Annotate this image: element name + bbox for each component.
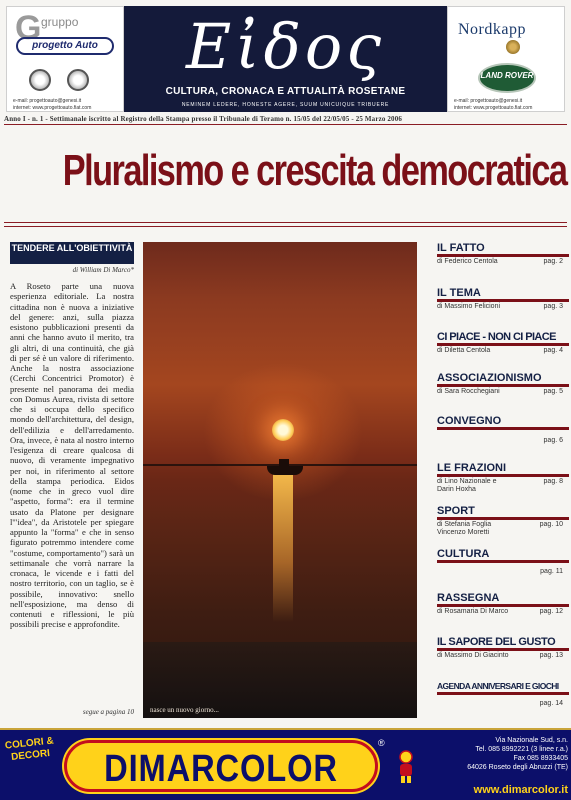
advert-address	[410, 736, 568, 772]
registered-mark: ®	[378, 738, 385, 748]
toc-section: IL SAPORE DEL GUSTO	[437, 636, 569, 651]
toc-section: CI PIACE - NON CI PIACE	[437, 331, 569, 346]
left-advert-email: e-mail: progettoauto@genesi.it	[13, 98, 82, 104]
toc-author: di Federico Centola	[437, 258, 498, 265]
toc-page: pag. 5	[543, 388, 563, 395]
toc-page: pag. 14	[539, 700, 563, 707]
left-advert-website: internet: www.progettoauto.fiat.com	[13, 105, 92, 111]
compass-icon	[506, 40, 520, 54]
right-advert-website: internet: www.progettoauto.fiat.com	[454, 105, 533, 111]
toc-item-il-sapore-del-gusto[interactable]	[437, 636, 569, 660]
right-advert-email: e-mail: progettoauto@genesi.it	[454, 98, 523, 104]
toc-author: di Massimo Di Giacinto	[437, 652, 509, 659]
toc-item-cultura[interactable]	[437, 548, 569, 575]
toc-page: pag. 12	[539, 608, 563, 615]
toc-author: di Lino Nazionale e Darin Hoxha	[437, 478, 497, 493]
toc-section: SPORT	[437, 505, 569, 520]
toc-page: pag. 10	[539, 521, 563, 528]
left-advert-group-word: gruppo	[41, 15, 79, 29]
toc-item-ci-piace[interactable]	[437, 331, 569, 355]
photo-caption: nasce un nuovo giorno...	[150, 706, 219, 714]
toc-item-rassegna[interactable]	[437, 592, 569, 616]
toc-section: CULTURA	[437, 548, 569, 563]
toc-page: pag. 3	[543, 303, 563, 310]
toc-item-sport[interactable]	[437, 505, 569, 536]
sun-reflection	[273, 472, 293, 622]
article-kicker: TENDERE ALL'OBIETTIVITÀ	[10, 242, 134, 264]
toc-section: CONVEGNO	[437, 415, 569, 430]
headline: Pluralismo e crescita democratica	[62, 146, 567, 195]
toc-page: pag. 11	[540, 568, 563, 575]
toc-section: LE FRAZIONI	[437, 462, 569, 477]
address-line: Tel. 085 8992221 (3 linee r.a.)	[475, 746, 568, 753]
toc-section: RASSEGNA	[437, 592, 569, 607]
headline-rule-2	[4, 226, 567, 227]
toc-author: di Massimo Felicioni	[437, 303, 501, 310]
address-line: 64026 Roseto degli Abruzzi (TE)	[467, 764, 568, 771]
toc-author: di Rosamaria Di Marco	[437, 608, 509, 615]
gruppo-logo-icon: G	[15, 9, 42, 47]
article-continued-link[interactable]: segue a pagina 10	[82, 708, 134, 716]
dimarcolor-brand: DIMARCOLOR	[104, 748, 338, 790]
toc-page: pag. 4	[543, 347, 563, 354]
headline-rule	[4, 222, 567, 223]
toc-section: ASSOCIAZIONISMO	[437, 372, 569, 387]
masthead-motto: NEMINEM LEDERE, HONESTE AGERE, SUUM UNICUIQUE TRIBUERE	[181, 102, 390, 108]
address-line: Fax 085 8933405	[513, 755, 568, 762]
masthead-subtitle: CULTURA, CRONACA E ATTUALITÀ ROSETANE	[165, 86, 406, 97]
toc-item-agenda[interactable]	[437, 680, 569, 707]
left-advert[interactable]	[6, 6, 124, 112]
dimarcolor-advert[interactable]	[0, 728, 571, 800]
masthead-title: Εἰδος	[186, 10, 385, 83]
boat-icon	[267, 466, 303, 475]
toc-item-convegno[interactable]	[437, 415, 569, 444]
toc-author: di Sara Rocchegiani	[437, 388, 500, 395]
advert-slogan: COLORI & DECORI	[4, 735, 55, 763]
toc-page: pag. 6	[543, 437, 563, 444]
left-advert-brand: progetto Auto	[16, 37, 114, 55]
fiat-badge-icon	[29, 69, 51, 91]
masthead	[124, 6, 447, 112]
toc-section: IL FATTO	[437, 242, 569, 257]
lancia-badge-icon	[67, 69, 89, 91]
toc-section: IL TEMA	[437, 287, 569, 302]
toc-author: di Stefania Foglia Vincenzo Moretti	[437, 521, 492, 536]
toc-item-associazionismo[interactable]	[437, 372, 569, 396]
land-rover-badge: LAND ROVER	[478, 63, 536, 93]
article-body: A Roseto parte una nuova esperienza editoriale. La nostra cittadina non è nuova a iniziative del genere: anzi, sulla piazza esistono pubblicazioni presenti da anni che hanno avuto il merito, tra gli altri, di una continuità, che già di per sé è un valore di riferimento. Anche la nostra associazione (Cerchi Concentrici Promotor) è presente nel panorama dei media con Domus Aurea, rivista di settore che si occupa dello specifico mondo dell'architettura, del design, dell'edilizia e dell'arredamento. Ora, invece, è nata al nostro interno l'esigenza di creare qualcosa di nuovo, di veramente impegnativo per noi, in riferimento al settore della stampa periodica. Eidos (nome che in greco vuol dire "aspetto, forma": era il termine usato da Platone per designare l'"idea", da Aristotele per spiegare appunto la "forma" e che in senso figurato potremmo intendere come "costume, comportamento") sarà un settimanale che vorrà narrare la cronaca, le vicende e i fatti del nostro territorio, con un taglio, se è possibile, innovativo: snello nell'esposizione, ma denso di contenuti e riflessioni, le più possibili precise e approfondite.	[10, 281, 134, 630]
toc-section: AGENDA ANNIVERSARI E GIOCHI	[437, 680, 569, 695]
sun-icon	[272, 419, 294, 441]
sunset-photo	[143, 242, 417, 718]
toc-page: pag. 2	[543, 258, 563, 265]
toc-page: pag. 8	[543, 478, 563, 485]
advert-website-link[interactable]: www.dimarcolor.it	[473, 784, 568, 796]
toc-author: di Diletta Centola	[437, 347, 491, 354]
address-line: Via Nazionale Sud, s.n.	[495, 737, 568, 744]
right-advert-brand: Nordkapp	[458, 21, 526, 38]
toc-item-le-frazioni[interactable]	[437, 462, 569, 493]
dimarcolor-logo	[64, 740, 378, 792]
issue-line: Anno I - n. 1 - Settimanale iscritto al Registro della Stampa presso il Tribunale di Teramo n. 15/05 del 22/05/05 - 25 Marzo 2006	[4, 115, 567, 125]
article-byline: di William Di Marco*	[72, 266, 134, 274]
toc-item-il-tema[interactable]	[437, 287, 569, 311]
toc-item-il-fatto[interactable]	[437, 242, 569, 266]
toc-page: pag. 13	[539, 652, 563, 659]
right-advert[interactable]	[447, 6, 565, 112]
